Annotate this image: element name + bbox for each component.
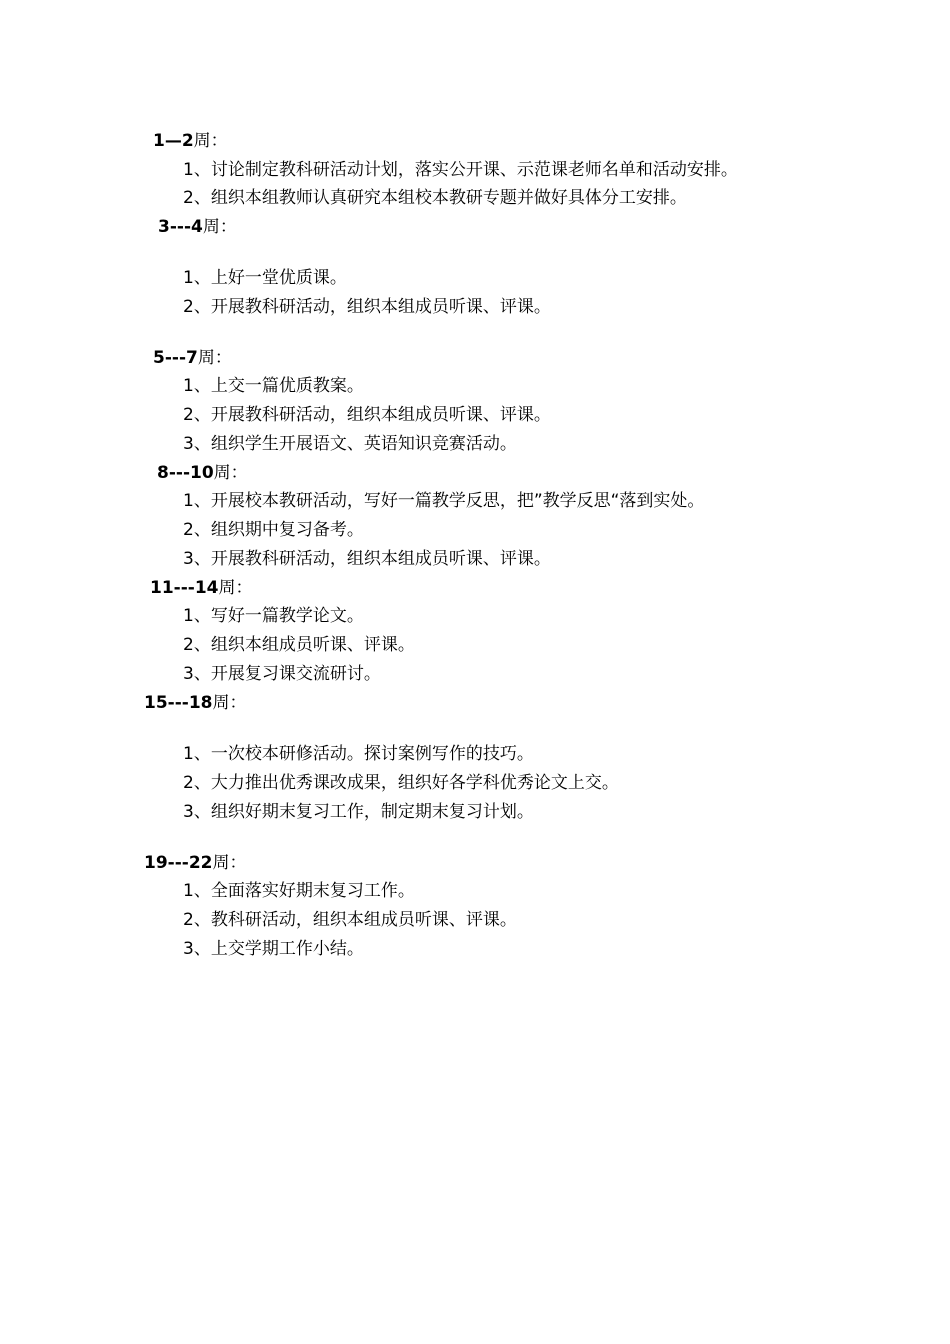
list-item: 1、一次校本研修活动。探讨案例写作的技巧。 xyxy=(183,744,534,764)
heading-number: 5---7 xyxy=(153,348,198,368)
section-heading-week-1-2 xyxy=(153,131,228,151)
heading-suffix: 周： xyxy=(202,217,237,237)
heading-number: 1—2 xyxy=(153,131,194,151)
list-item: 2、组织本组教师认真研究本组校本教研专题并做好具体分工安排。 xyxy=(183,188,687,208)
section-heading-week-8-10 xyxy=(157,463,248,483)
section-heading-week-3-4 xyxy=(158,217,237,237)
list-item: 3、开展复习课交流研讨。 xyxy=(183,664,381,684)
list-item: 2、开展教科研活动，组织本组成员听课、评课。 xyxy=(183,297,551,317)
list-item: 1、全面落实好期末复习工作。 xyxy=(183,881,415,901)
list-item: 1、上交一篇优质教案。 xyxy=(183,376,364,396)
list-item: 2、开展教科研活动，组织本组成员听课、评课。 xyxy=(183,405,551,425)
list-item: 3、开展教科研活动，组织本组成员听课、评课。 xyxy=(183,549,551,569)
heading-number: 11---14 xyxy=(150,578,219,598)
list-item: 2、组织本组成员听课、评课。 xyxy=(183,635,415,655)
heading-suffix: 周： xyxy=(197,348,232,368)
list-item: 3、组织学生开展语文、英语知识竞赛活动。 xyxy=(183,434,517,454)
heading-number: 3---4 xyxy=(158,217,203,237)
heading-suffix: 周： xyxy=(193,131,228,151)
section-heading-week-15-18 xyxy=(144,693,246,713)
heading-number: 15---18 xyxy=(144,693,213,713)
section-heading-week-5-7 xyxy=(153,348,232,368)
heading-suffix: 周： xyxy=(213,463,248,483)
list-item: 2、大力推出优秀课改成果，组织好各学科优秀论文上交。 xyxy=(183,773,619,793)
section-heading-week-19-22 xyxy=(144,853,246,873)
section-heading-week-11-14 xyxy=(150,578,252,598)
list-item: 1、讨论制定教科研活动计划，落实公开课、示范课老师名单和活动安排。 xyxy=(183,160,738,180)
heading-number: 8---10 xyxy=(157,463,214,483)
list-item: 2、教科研活动，组织本组成员听课、评课。 xyxy=(183,910,517,930)
heading-suffix: 周： xyxy=(212,853,247,873)
list-item: 3、组织好期末复习工作，制定期末复习计划。 xyxy=(183,802,534,822)
list-item: 1、写好一篇教学论文。 xyxy=(183,606,364,626)
list-item: 1、上好一堂优质课。 xyxy=(183,268,347,288)
heading-suffix: 周： xyxy=(218,578,253,598)
list-item: 2、组织期中复习备考。 xyxy=(183,520,364,540)
list-item: 3、上交学期工作小结。 xyxy=(183,939,364,959)
heading-number: 19---22 xyxy=(144,853,213,873)
list-item: 1、开展校本教研活动，写好一篇教学反思，把”教学反思“落到实处。 xyxy=(183,491,705,511)
heading-suffix: 周： xyxy=(212,693,247,713)
